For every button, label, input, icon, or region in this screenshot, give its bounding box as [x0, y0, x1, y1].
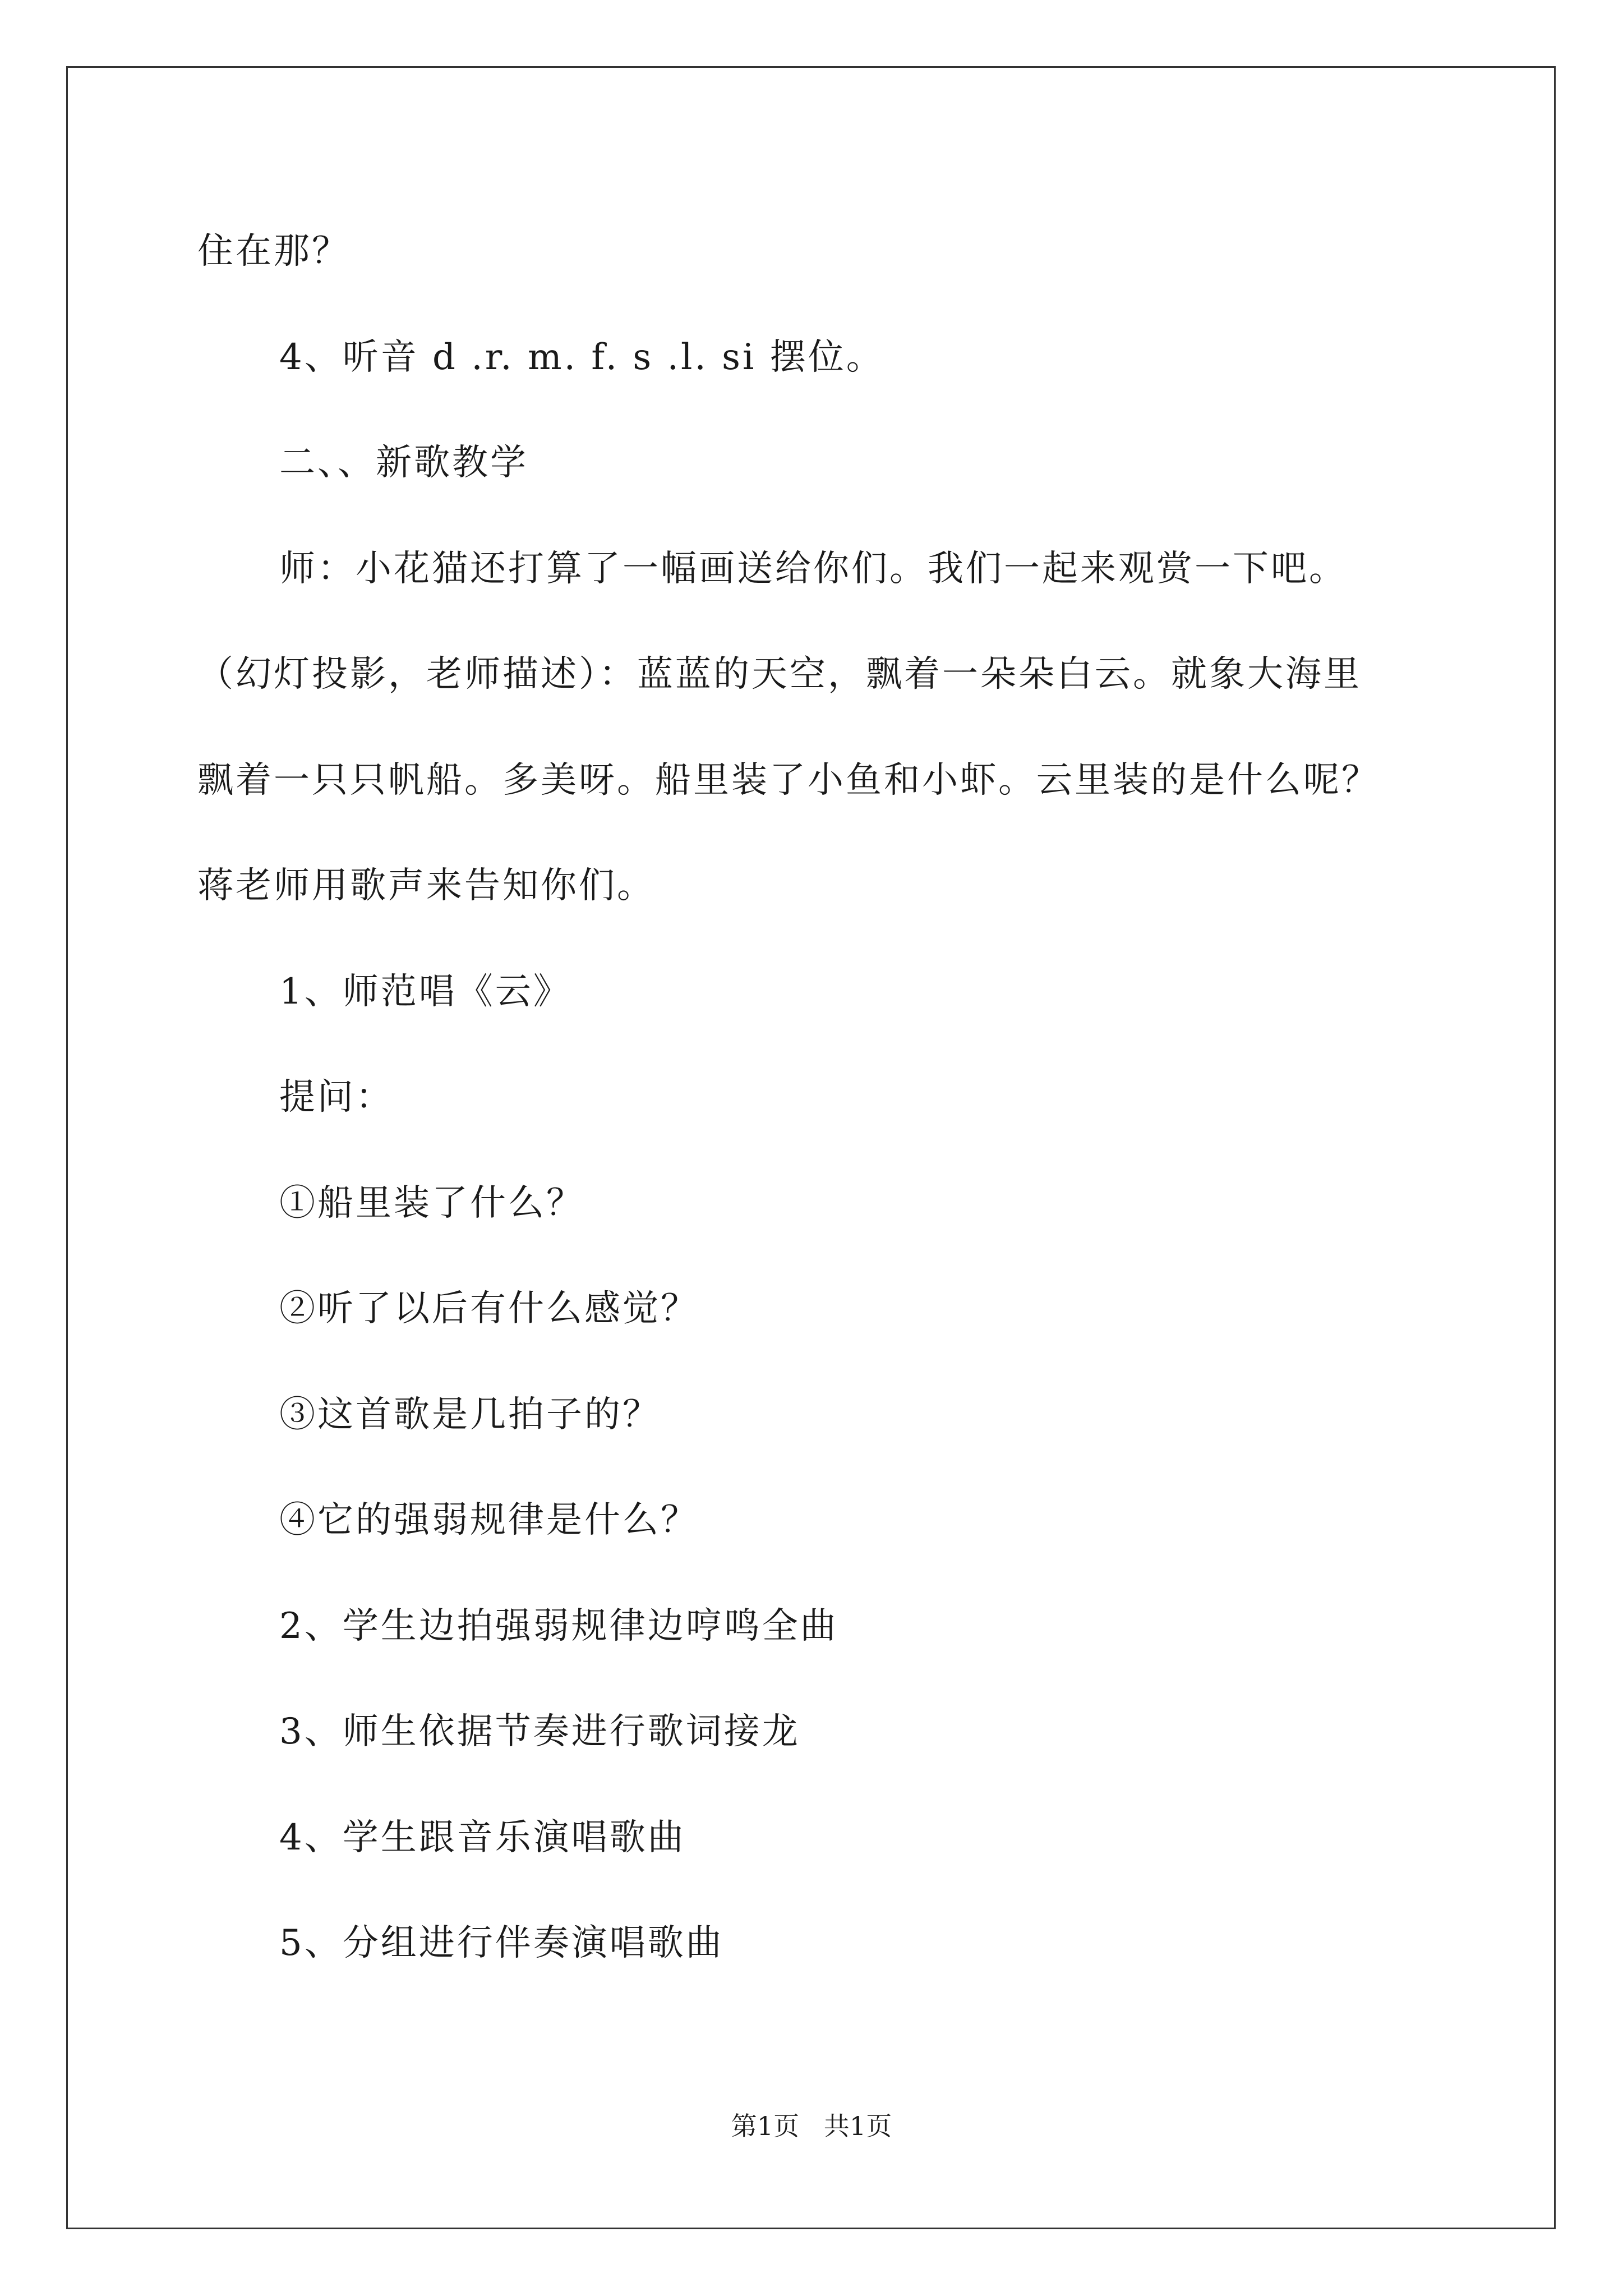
text-line-continuation: 住在那？: [197, 231, 350, 272]
list-item-group-singing: 5、分组进行伴奏演唱歌曲: [279, 1922, 724, 1964]
list-item-lyrics-relay: 3、师生依据节奏进行歌词接龙: [279, 1711, 800, 1752]
question-item-3: ③这首歌是几拍子的？: [279, 1394, 661, 1435]
question-item-2: ②听了以后有什么感觉？: [279, 1288, 699, 1329]
list-item-sing-along: 4、学生跟音乐演唱歌曲: [279, 1817, 686, 1858]
question-item-4: ④它的强弱规律是什么？: [279, 1499, 699, 1541]
page-footer: 第1页 共1页: [731, 2111, 892, 2141]
section-heading-new-song: 二、、新歌教学: [279, 442, 528, 484]
page-border: [66, 66, 1556, 2229]
question-item-1: ①船里装了什么？: [279, 1182, 584, 1224]
text-line-listen-step: 4、听音 d .r. m. f. s .l. si 摆位。: [279, 337, 884, 378]
list-item-humming: 2、学生边拍强弱规律边哼鸣全曲: [279, 1605, 838, 1647]
text-line-song-intro: 蒋老师用歌声来告知你们。: [197, 865, 655, 907]
questions-heading: 提问：: [279, 1076, 394, 1118]
text-line-teacher-intro: 师：小花猫还打算了一幅画送给你们。我们一起来观赏一下吧。: [279, 548, 1347, 590]
text-line-slide-description: （幻灯投影，老师描述）：蓝蓝的天空，飘着一朵朵白云。就象大海里: [197, 654, 1362, 695]
list-item-model-singing: 1、师范唱《云》: [279, 971, 571, 1013]
text-line-boats: 飘着一只只帆船。多美呀。船里装了小鱼和小虾。云里装的是什么呢？: [197, 760, 1380, 801]
